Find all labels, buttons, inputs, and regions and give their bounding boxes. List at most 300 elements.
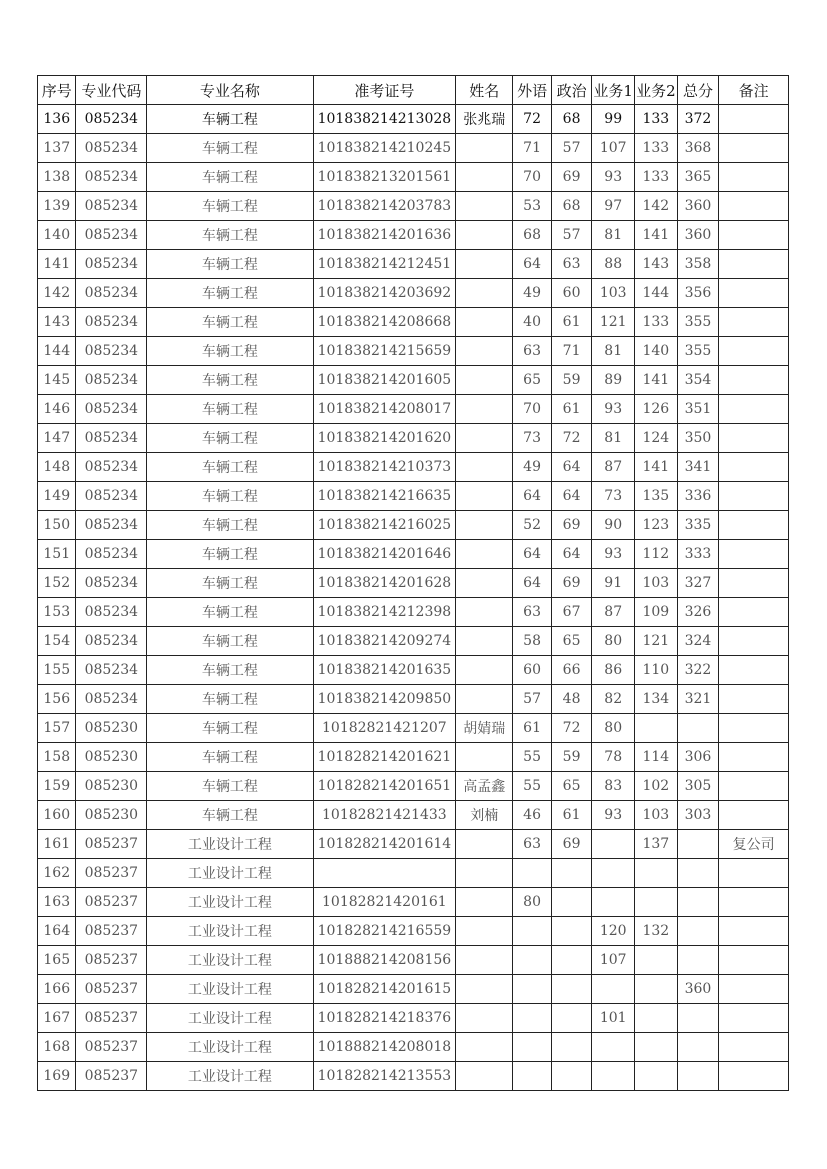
- cell-name: [456, 917, 513, 946]
- table-row: [38, 482, 789, 511]
- cell-name: [456, 511, 513, 540]
- cell-subject2: 141: [635, 366, 678, 395]
- col-header-major-code: 专业代码: [76, 76, 147, 105]
- cell-foreign-lang: 63: [513, 598, 551, 627]
- cell-foreign-lang: 53: [513, 192, 551, 221]
- cell-notes: [719, 453, 789, 482]
- cell-major-code: 085234: [76, 540, 147, 569]
- table-row: [38, 859, 789, 888]
- cell-name: [456, 888, 513, 917]
- cell-politics: 65: [551, 627, 592, 656]
- cell-major-name: 车辆工程: [147, 366, 313, 395]
- cell-index: 149: [38, 482, 76, 511]
- col-header-notes: 备注: [719, 76, 789, 105]
- cell-exam-id: 101838214210245: [313, 134, 456, 163]
- cell-subject1: 107: [592, 134, 635, 163]
- cell-index: 154: [38, 627, 76, 656]
- header-row: [38, 76, 789, 105]
- cell-major-code: 085237: [76, 830, 147, 859]
- cell-exam-id: 101838214201628: [313, 569, 456, 598]
- cell-major-code: 085234: [76, 163, 147, 192]
- table-row: [38, 714, 789, 743]
- cell-exam-id: 101838214212398: [313, 598, 456, 627]
- score-table: [37, 75, 789, 1091]
- cell-politics: 48: [551, 685, 592, 714]
- cell-major-name: 工业设计工程: [147, 830, 313, 859]
- cell-major-name: 车辆工程: [147, 453, 313, 482]
- cell-major-code: 085230: [76, 801, 147, 830]
- cell-foreign-lang: 46: [513, 801, 551, 830]
- table-body: [38, 105, 789, 1091]
- cell-foreign-lang: 52: [513, 511, 551, 540]
- cell-subject1: 80: [592, 627, 635, 656]
- cell-name: 张兆瑞: [456, 105, 513, 134]
- cell-subject2: 133: [635, 308, 678, 337]
- cell-foreign-lang: 71: [513, 134, 551, 163]
- table-row: [38, 221, 789, 250]
- cell-major-name: 车辆工程: [147, 772, 313, 801]
- cell-major-code: 085230: [76, 743, 147, 772]
- cell-index: 160: [38, 801, 76, 830]
- cell-total: 321: [677, 685, 719, 714]
- cell-total: [677, 859, 719, 888]
- cell-major-code: 085234: [76, 395, 147, 424]
- cell-exam-id: 101838214215659: [313, 337, 456, 366]
- cell-major-code: 085234: [76, 221, 147, 250]
- cell-name: [456, 250, 513, 279]
- cell-notes: [719, 540, 789, 569]
- cell-major-name: 车辆工程: [147, 482, 313, 511]
- cell-major-name: 工业设计工程: [147, 888, 313, 917]
- cell-name: [456, 859, 513, 888]
- cell-exam-id: 101838214210373: [313, 453, 456, 482]
- table-row: [38, 1033, 789, 1062]
- cell-index: 144: [38, 337, 76, 366]
- cell-index: 168: [38, 1033, 76, 1062]
- cell-foreign-lang: 49: [513, 453, 551, 482]
- cell-exam-id: 101838214201620: [313, 424, 456, 453]
- cell-subject1: 93: [592, 540, 635, 569]
- cell-politics: [551, 859, 592, 888]
- table-row: [38, 134, 789, 163]
- cell-subject1: [592, 1062, 635, 1091]
- cell-notes: [719, 685, 789, 714]
- table-row: [38, 279, 789, 308]
- cell-exam-id: 101828214201621: [313, 743, 456, 772]
- cell-total: 354: [677, 366, 719, 395]
- cell-exam-id: 101828214218376: [313, 1004, 456, 1033]
- cell-exam-id: 101838214212451: [313, 250, 456, 279]
- cell-notes: [719, 1062, 789, 1091]
- cell-subject2: 103: [635, 801, 678, 830]
- cell-major-name: 车辆工程: [147, 163, 313, 192]
- cell-major-code: 085237: [76, 1033, 147, 1062]
- cell-total: 355: [677, 337, 719, 366]
- cell-subject2: 133: [635, 163, 678, 192]
- cell-index: 151: [38, 540, 76, 569]
- cell-index: 137: [38, 134, 76, 163]
- cell-foreign-lang: 64: [513, 569, 551, 598]
- cell-total: 327: [677, 569, 719, 598]
- cell-subject2: 121: [635, 627, 678, 656]
- cell-subject2: [635, 888, 678, 917]
- cell-foreign-lang: 64: [513, 482, 551, 511]
- cell-index: 169: [38, 1062, 76, 1091]
- cell-index: 139: [38, 192, 76, 221]
- cell-subject1: [592, 975, 635, 1004]
- cell-major-name: 工业设计工程: [147, 1062, 313, 1091]
- cell-subject2: [635, 859, 678, 888]
- cell-index: 140: [38, 221, 76, 250]
- cell-subject2: 123: [635, 511, 678, 540]
- cell-foreign-lang: 63: [513, 830, 551, 859]
- cell-politics: 61: [551, 395, 592, 424]
- col-header-major-name: 专业名称: [147, 76, 313, 105]
- cell-major-code: 085234: [76, 685, 147, 714]
- cell-name: [456, 366, 513, 395]
- cell-subject1: 81: [592, 221, 635, 250]
- cell-major-code: 085234: [76, 192, 147, 221]
- cell-major-code: 085234: [76, 279, 147, 308]
- cell-exam-id: 101828214201651: [313, 772, 456, 801]
- cell-exam-id: 101838214203783: [313, 192, 456, 221]
- cell-subject1: 81: [592, 424, 635, 453]
- cell-politics: 66: [551, 656, 592, 685]
- table-row: [38, 772, 789, 801]
- cell-subject2: 133: [635, 105, 678, 134]
- cell-foreign-lang: 72: [513, 105, 551, 134]
- cell-name: [456, 540, 513, 569]
- cell-index: 150: [38, 511, 76, 540]
- col-header-total: 总分: [677, 76, 719, 105]
- cell-name: [456, 743, 513, 772]
- cell-notes: [719, 743, 789, 772]
- cell-subject1: 120: [592, 917, 635, 946]
- cell-major-name: 车辆工程: [147, 105, 313, 134]
- cell-exam-id: 10182821421207: [313, 714, 456, 743]
- cell-major-code: 085234: [76, 656, 147, 685]
- table-row: [38, 308, 789, 337]
- cell-notes: [719, 424, 789, 453]
- cell-subject2: 141: [635, 221, 678, 250]
- col-header-politics: 政治: [551, 76, 592, 105]
- cell-notes: [719, 366, 789, 395]
- cell-name: 高孟鑫: [456, 772, 513, 801]
- cell-name: [456, 395, 513, 424]
- cell-notes: [719, 134, 789, 163]
- cell-politics: 68: [551, 192, 592, 221]
- cell-index: 136: [38, 105, 76, 134]
- cell-exam-id: 101838214201636: [313, 221, 456, 250]
- cell-name: [456, 569, 513, 598]
- cell-exam-id: 101828214213553: [313, 1062, 456, 1091]
- cell-politics: 69: [551, 569, 592, 598]
- cell-politics: 65: [551, 772, 592, 801]
- cell-name: [456, 163, 513, 192]
- table-row: [38, 163, 789, 192]
- table-row: [38, 395, 789, 424]
- cell-politics: 64: [551, 453, 592, 482]
- cell-subject1: 81: [592, 337, 635, 366]
- cell-total: 368: [677, 134, 719, 163]
- cell-politics: 72: [551, 424, 592, 453]
- cell-subject2: 109: [635, 598, 678, 627]
- cell-exam-id: [313, 859, 456, 888]
- cell-major-code: 085234: [76, 424, 147, 453]
- cell-subject2: [635, 1062, 678, 1091]
- cell-subject2: 102: [635, 772, 678, 801]
- cell-exam-id: 101828214216559: [313, 917, 456, 946]
- cell-subject1: 80: [592, 714, 635, 743]
- cell-foreign-lang: 55: [513, 772, 551, 801]
- table-row: [38, 656, 789, 685]
- cell-major-code: 085237: [76, 917, 147, 946]
- cell-major-name: 车辆工程: [147, 308, 313, 337]
- cell-politics: [551, 888, 592, 917]
- cell-total: 351: [677, 395, 719, 424]
- cell-notes: [719, 917, 789, 946]
- cell-major-code: 085234: [76, 511, 147, 540]
- cell-subject2: 103: [635, 569, 678, 598]
- cell-major-name: 工业设计工程: [147, 1004, 313, 1033]
- cell-index: 147: [38, 424, 76, 453]
- cell-name: [456, 830, 513, 859]
- cell-subject1: 101: [592, 1004, 635, 1033]
- cell-name: [456, 1004, 513, 1033]
- cell-notes: [719, 598, 789, 627]
- cell-total: 303: [677, 801, 719, 830]
- cell-politics: [551, 917, 592, 946]
- cell-index: 165: [38, 946, 76, 975]
- cell-total: 365: [677, 163, 719, 192]
- cell-major-name: 车辆工程: [147, 540, 313, 569]
- cell-foreign-lang: 57: [513, 685, 551, 714]
- cell-subject1: 93: [592, 163, 635, 192]
- cell-politics: 57: [551, 134, 592, 163]
- cell-index: 141: [38, 250, 76, 279]
- cell-notes: [719, 279, 789, 308]
- cell-name: [456, 192, 513, 221]
- cell-exam-id: 101838214209274: [313, 627, 456, 656]
- table-row: [38, 569, 789, 598]
- cell-foreign-lang: 65: [513, 366, 551, 395]
- cell-exam-id: 101828214201614: [313, 830, 456, 859]
- cell-subject1: [592, 859, 635, 888]
- cell-exam-id: 101838214209850: [313, 685, 456, 714]
- cell-name: [456, 656, 513, 685]
- cell-subject1: 82: [592, 685, 635, 714]
- cell-subject2: 114: [635, 743, 678, 772]
- col-header-name: 姓名: [456, 76, 513, 105]
- cell-subject2: 140: [635, 337, 678, 366]
- cell-total: 305: [677, 772, 719, 801]
- cell-notes: [719, 482, 789, 511]
- cell-subject2: 133: [635, 134, 678, 163]
- table-row: [38, 105, 789, 134]
- cell-major-code: 085237: [76, 859, 147, 888]
- table-row: [38, 453, 789, 482]
- cell-politics: 63: [551, 250, 592, 279]
- cell-major-name: 车辆工程: [147, 511, 313, 540]
- cell-subject1: 91: [592, 569, 635, 598]
- cell-subject1: 83: [592, 772, 635, 801]
- cell-foreign-lang: 58: [513, 627, 551, 656]
- cell-politics: 69: [551, 511, 592, 540]
- cell-politics: [551, 1062, 592, 1091]
- cell-index: 148: [38, 453, 76, 482]
- cell-foreign-lang: [513, 975, 551, 1004]
- cell-total: 360: [677, 221, 719, 250]
- table-row: [38, 627, 789, 656]
- cell-index: 145: [38, 366, 76, 395]
- cell-index: 158: [38, 743, 76, 772]
- cell-index: 153: [38, 598, 76, 627]
- cell-major-code: 085234: [76, 453, 147, 482]
- cell-politics: [551, 1004, 592, 1033]
- cell-foreign-lang: 55: [513, 743, 551, 772]
- cell-exam-id: 101838213201561: [313, 163, 456, 192]
- cell-total: 324: [677, 627, 719, 656]
- cell-foreign-lang: 73: [513, 424, 551, 453]
- cell-major-name: 车辆工程: [147, 221, 313, 250]
- cell-index: 166: [38, 975, 76, 1004]
- cell-name: 刘楠: [456, 801, 513, 830]
- cell-name: [456, 685, 513, 714]
- cell-notes: [719, 250, 789, 279]
- cell-name: [456, 598, 513, 627]
- cell-index: 143: [38, 308, 76, 337]
- cell-name: [456, 1062, 513, 1091]
- cell-total: [677, 830, 719, 859]
- cell-major-code: 085234: [76, 308, 147, 337]
- cell-politics: 61: [551, 801, 592, 830]
- cell-major-code: 085237: [76, 1004, 147, 1033]
- cell-notes: [719, 163, 789, 192]
- table-row: [38, 743, 789, 772]
- cell-politics: [551, 975, 592, 1004]
- cell-major-name: 工业设计工程: [147, 859, 313, 888]
- cell-foreign-lang: [513, 1033, 551, 1062]
- cell-index: 159: [38, 772, 76, 801]
- table-row: [38, 192, 789, 221]
- cell-politics: 67: [551, 598, 592, 627]
- cell-total: 350: [677, 424, 719, 453]
- cell-politics: 60: [551, 279, 592, 308]
- col-header-exam-id: 准考证号: [313, 76, 456, 105]
- cell-total: 335: [677, 511, 719, 540]
- cell-subject1: 93: [592, 801, 635, 830]
- cell-total: [677, 917, 719, 946]
- cell-name: [456, 453, 513, 482]
- cell-exam-id: 101838214213028: [313, 105, 456, 134]
- cell-subject2: 132: [635, 917, 678, 946]
- cell-notes: [719, 1004, 789, 1033]
- cell-major-code: 085234: [76, 337, 147, 366]
- cell-exam-id: 101838214201646: [313, 540, 456, 569]
- cell-index: 146: [38, 395, 76, 424]
- cell-total: 336: [677, 482, 719, 511]
- cell-subject1: 86: [592, 656, 635, 685]
- cell-total: 333: [677, 540, 719, 569]
- cell-major-name: 车辆工程: [147, 134, 313, 163]
- cell-notes: [719, 975, 789, 1004]
- cell-subject1: 90: [592, 511, 635, 540]
- cell-politics: 68: [551, 105, 592, 134]
- cell-exam-id: 10182821420161: [313, 888, 456, 917]
- cell-major-code: 085237: [76, 888, 147, 917]
- cell-total: 322: [677, 656, 719, 685]
- table-row: [38, 946, 789, 975]
- cell-name: [456, 221, 513, 250]
- cell-total: [677, 1062, 719, 1091]
- cell-total: 372: [677, 105, 719, 134]
- cell-exam-id: 101838214216025: [313, 511, 456, 540]
- cell-name: [456, 424, 513, 453]
- cell-subject2: 141: [635, 453, 678, 482]
- cell-major-code: 085234: [76, 134, 147, 163]
- cell-foreign-lang: 61: [513, 714, 551, 743]
- cell-foreign-lang: 70: [513, 395, 551, 424]
- cell-subject1: 97: [592, 192, 635, 221]
- cell-subject2: 110: [635, 656, 678, 685]
- cell-total: [677, 1004, 719, 1033]
- cell-politics: 71: [551, 337, 592, 366]
- cell-foreign-lang: 60: [513, 656, 551, 685]
- table-row: [38, 250, 789, 279]
- cell-politics: 64: [551, 482, 592, 511]
- cell-foreign-lang: 49: [513, 279, 551, 308]
- cell-politics: 64: [551, 540, 592, 569]
- cell-subject1: 93: [592, 395, 635, 424]
- cell-major-name: 车辆工程: [147, 743, 313, 772]
- cell-subject1: 121: [592, 308, 635, 337]
- cell-major-name: 车辆工程: [147, 337, 313, 366]
- cell-foreign-lang: 70: [513, 163, 551, 192]
- col-header-foreign-lang: 外语: [513, 76, 551, 105]
- cell-index: 167: [38, 1004, 76, 1033]
- cell-exam-id: 10182821421433: [313, 801, 456, 830]
- cell-major-name: 工业设计工程: [147, 975, 313, 1004]
- cell-notes: [719, 714, 789, 743]
- col-header-subject2: 业务2: [635, 76, 678, 105]
- cell-subject1: 87: [592, 598, 635, 627]
- cell-major-name: 车辆工程: [147, 685, 313, 714]
- cell-name: 胡婧瑞: [456, 714, 513, 743]
- cell-major-code: 085237: [76, 975, 147, 1004]
- cell-notes: [719, 511, 789, 540]
- cell-foreign-lang: [513, 917, 551, 946]
- cell-notes: [719, 656, 789, 685]
- cell-foreign-lang: [513, 1004, 551, 1033]
- cell-subject1: 99: [592, 105, 635, 134]
- cell-total: 356: [677, 279, 719, 308]
- cell-notes: [719, 337, 789, 366]
- cell-total: 360: [677, 975, 719, 1004]
- cell-major-code: 085234: [76, 627, 147, 656]
- cell-politics: 61: [551, 308, 592, 337]
- table-row: [38, 1004, 789, 1033]
- cell-notes: [719, 569, 789, 598]
- cell-major-code: 085234: [76, 105, 147, 134]
- table-row: [38, 1062, 789, 1091]
- cell-major-name: 车辆工程: [147, 627, 313, 656]
- cell-major-name: 车辆工程: [147, 424, 313, 453]
- cell-foreign-lang: 80: [513, 888, 551, 917]
- cell-politics: 57: [551, 221, 592, 250]
- cell-subject1: 107: [592, 946, 635, 975]
- cell-index: 155: [38, 656, 76, 685]
- cell-foreign-lang: 64: [513, 250, 551, 279]
